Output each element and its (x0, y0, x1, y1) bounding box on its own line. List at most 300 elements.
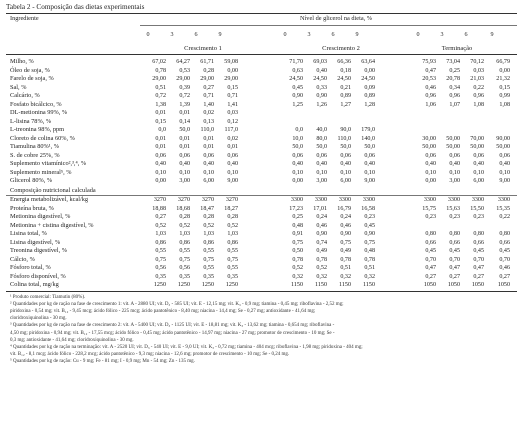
table-cell: 64,27 (176, 59, 190, 65)
table-cell: 0,40 (449, 161, 460, 167)
top-rule (6, 13, 517, 14)
table-cell: 0,40 (292, 161, 303, 167)
table-cell: 1,08 (473, 101, 484, 108)
table-cell: 0,52 (316, 265, 327, 271)
table-cell: 21,32 (496, 76, 510, 82)
table-cell: 9,00 (364, 178, 375, 184)
table-cell: 0,15 (155, 118, 166, 125)
table-cell: 0,80 (425, 231, 436, 237)
table-cell: 29,00 (224, 76, 238, 82)
table-cell: 73,04 (446, 59, 460, 65)
table-cell: 15,35 (496, 205, 510, 212)
table-cell: 17,23 (289, 205, 303, 212)
table-cell: 1,03 (227, 231, 238, 237)
nutrient-row-label: Colina total, mg/kg (10, 281, 59, 288)
table-cell: 1,03 (155, 231, 166, 237)
table-cell: 0,23 (473, 214, 484, 220)
table-cell: 0,14 (179, 118, 190, 125)
table-cell: 0,75 (203, 256, 214, 263)
table-cell: 0,01 (179, 110, 190, 116)
table-cell: 0,23 (364, 214, 375, 220)
table-cell: 0,06 (425, 152, 436, 159)
ingredient-header: Ingrediente (10, 15, 39, 22)
footnote: vit. B₁₂ - 8,1 mcg; ácido fólico - 228,2 mcg; ácido pantotênico - 9,3 mg; niacina - 12,6 mg; promotor de crescimento - 10 mg; Se - 0,24 mg. (10, 352, 290, 358)
table-cell: 0,55 (155, 248, 166, 254)
table-cell: 3300 (290, 197, 303, 203)
table-cell: 59,08 (224, 59, 238, 65)
table-cell: 6,00 (203, 178, 214, 184)
table-cell: 0,63 (292, 67, 303, 74)
nutrient-row-label: Cálcio, % (10, 255, 35, 263)
table-cell: 0,55 (179, 248, 190, 254)
table-cell: 20,53 (422, 76, 436, 82)
phase-crescimento-1: Crescimento 1 (184, 45, 222, 52)
table-cell: 1250 (225, 282, 238, 288)
table-cell: 0,52 (292, 265, 303, 271)
table-cell: 0,28 (179, 214, 190, 220)
ingredient-row-label: Óleo de soja, % (10, 66, 50, 74)
table-cell: 0,10 (155, 169, 166, 176)
table-cell: 0,00 (292, 178, 303, 184)
table-cell: 1,27 (340, 101, 351, 108)
table-cell: 0,91 (292, 231, 303, 237)
nutrient-row-label: Fósforo total, % (10, 264, 51, 271)
table-cell: 0,66 (449, 239, 460, 246)
table-cell: 0,01 (203, 135, 214, 142)
nutrient-section-label: Composição nutricional calculada (10, 186, 96, 194)
table-cell: 0,32 (316, 273, 327, 280)
table-cell: 18,68 (176, 205, 190, 212)
table-cell: 0,40 (316, 161, 327, 167)
footnote: cloridroxiquinolina - 30 mg. (10, 316, 67, 322)
table-cell: 0,45 (425, 248, 436, 254)
table-cell: 0,89 (364, 93, 375, 99)
table-cell: 0,22 (473, 84, 484, 91)
table-cell: 0,01 (227, 144, 238, 150)
table-cell: 0,52 (227, 222, 238, 229)
table-cell: 0,40 (364, 161, 375, 167)
table-cell: 0,96 (425, 93, 436, 99)
table-cell: 1,39 (179, 101, 190, 108)
table-cell: 117,0 (224, 127, 238, 133)
table-cell: 1150 (291, 282, 303, 288)
table-cell: 0,96 (473, 93, 484, 99)
table-cell: 0,90 (316, 93, 327, 99)
table-cell: 0,45 (499, 248, 510, 254)
table-cell: 0,51 (364, 265, 375, 271)
table-cell: 16,79 (337, 205, 351, 212)
table-cell: 0,70 (499, 256, 510, 263)
table-cell: 24,50 (361, 76, 375, 82)
table-cell: 0,06 (155, 152, 166, 159)
table-cell: 6,00 (340, 178, 351, 184)
table-cell: 0,78 (292, 256, 303, 263)
table-cell: 0,90 (340, 231, 351, 237)
table-cell: 0,49 (340, 248, 351, 254)
table-cell: 0,27 (473, 273, 484, 280)
glycerol-level: 3 (307, 32, 311, 38)
table-cell: 0,24 (340, 214, 351, 220)
table-cell: 0,06 (340, 152, 351, 159)
table-cell: 0,70 (473, 256, 484, 263)
glycerol-level-header: Nível de glicerol na dieta, % (300, 15, 373, 22)
table-cell: 0,00 (155, 178, 166, 184)
table-cell: 0,53 (179, 67, 190, 74)
header-subrule (140, 25, 517, 26)
table-cell: 110,0 (337, 135, 351, 142)
ingredient-row-label: DL-metionina 99%, % (10, 109, 68, 116)
nutrient-row-label: Metionina + cistina digestível, % (10, 221, 94, 229)
table-cell: 0,00 (364, 67, 375, 74)
table-cell: 30,00 (422, 135, 436, 142)
table-cell: 1,26 (316, 101, 327, 108)
table-cell: 0,01 (155, 135, 166, 142)
table-cell: 0,96 (449, 93, 460, 99)
footnote: ² Quantidades por kg de ração na fase de crescimento 1: vit. A - 2880 UI; vit. D₃ - 585 UI; vit. E - 12,15 mg; vit. K₃ - 0,9 mg; tiamina - 0,45 mg; riboflavina - 2,52 mg; (10, 301, 344, 307)
table-cell: 50,00 (446, 144, 460, 150)
table-cell: 9,00 (499, 178, 510, 184)
table-cell: 0,40 (340, 161, 351, 167)
table-cell: 6,00 (473, 178, 484, 184)
glycerol-level: 3 (440, 32, 444, 38)
table-cell: 0,06 (292, 152, 303, 159)
table-cell: 50,00 (422, 144, 436, 150)
table-cell: 50,00 (446, 135, 460, 142)
table-cell: 21,03 (470, 76, 484, 82)
table-cell: 3300 (338, 197, 351, 203)
table-cell: 0,23 (449, 214, 460, 220)
table-cell: 63,64 (361, 59, 375, 65)
table-cell: 0,50 (292, 248, 303, 254)
table-cell: 0,01 (155, 110, 166, 116)
table-cell: 0,75 (179, 256, 190, 263)
table-cell: 0,78 (340, 256, 351, 263)
table-cell: 18,88 (152, 205, 166, 212)
table-cell: 0,27 (449, 273, 460, 280)
table-cell: 0,28 (203, 67, 214, 74)
table-cell: 66,36 (337, 59, 351, 65)
table-cell: 1,03 (203, 231, 214, 237)
table-cell: 0,00 (425, 178, 436, 184)
glycerol-level: 9 (218, 32, 222, 38)
table-cell: 0,71 (227, 93, 238, 99)
table-cell: 0,46 (499, 265, 510, 271)
nutrient-row-label: Lisina total, % (10, 230, 47, 237)
table-cell: 110,0 (200, 127, 214, 133)
table-cell: 0,27 (203, 84, 214, 91)
table-cell: 0,45 (473, 248, 484, 254)
table-cell: 0,35 (203, 273, 214, 280)
table-cell: 1250 (201, 282, 214, 288)
nutrient-row-label: Metionina digestível, % (10, 213, 71, 220)
table-cell: 3270 (225, 197, 238, 203)
phase-terminacao: Terminação (441, 45, 473, 52)
table-cell: 1,25 (292, 101, 303, 108)
table-cell: 3300 (447, 197, 460, 203)
table-cell: 0,10 (364, 169, 375, 176)
glycerol-level: 6 (331, 32, 335, 38)
table-cell: 0,15 (499, 84, 510, 91)
table-cell: 0,55 (227, 248, 238, 254)
table-cell: 9,00 (227, 178, 238, 184)
nutrient-row-label: Proteína bruta, % (10, 204, 54, 212)
table-cell: 0,51 (340, 265, 351, 271)
footnote: ⁵ Quantidades por kg de ração: Cu - 9 mg; Fe - 81 mg; I - 0,9 mg; Mn - 54 mg; Zn - 135 mg. (10, 359, 195, 365)
glycerol-level: 0 (283, 32, 287, 38)
table-cell: 0,75 (227, 256, 238, 263)
table-cell: 1,06 (425, 101, 436, 108)
table-cell: 0,56 (155, 265, 166, 271)
ingredient-row-label: S. de cobre 25%, % (10, 151, 60, 159)
table-cell: 0,72 (155, 93, 166, 99)
table-cell: 1,28 (364, 101, 375, 108)
table-cell: 0,71 (203, 93, 214, 99)
table-cell: 0,66 (425, 239, 436, 246)
table-cell: 0,45 (292, 84, 303, 91)
table-cell: 0,78 (364, 256, 375, 263)
table-cell: 0,40 (203, 161, 214, 167)
nutrient-row-label: Fósforo disponível, % (10, 272, 66, 280)
table-cell: 0,45 (364, 222, 375, 229)
table-cell: 1050 (471, 282, 484, 288)
glycerol-level: 0 (416, 32, 420, 38)
table-cell: 0,86 (203, 239, 214, 246)
table-cell: 24,50 (313, 76, 327, 82)
table-cell: 0,32 (340, 273, 351, 280)
table-cell: 50,0 (179, 127, 190, 133)
table-cell: 0,33 (316, 84, 327, 91)
table-cell: 50,0 (292, 144, 303, 150)
table-cell: 0,55 (203, 248, 214, 254)
table-cell: 0,02 (203, 110, 214, 116)
nutrient-row-label: Treonina digestível, % (10, 247, 67, 254)
table-cell: 0,78 (155, 67, 166, 74)
table-cell: 140,0 (361, 135, 375, 142)
table-cell: 0,99 (499, 93, 510, 99)
table-cell: 0,06 (203, 152, 214, 159)
table-cell: 0,90 (364, 231, 375, 237)
table-cell: 0,80 (449, 231, 460, 237)
table-cell: 0,27 (499, 273, 510, 280)
table-cell: 3,00 (179, 178, 190, 184)
table-cell: 16,58 (361, 205, 375, 212)
table-cell: 0,34 (449, 84, 460, 91)
table-cell: 0,40 (227, 161, 238, 167)
table-cell: 1,07 (449, 101, 460, 108)
table-cell: 67,02 (152, 59, 166, 65)
table-cell: 0,55 (203, 265, 214, 271)
table-cell: 24,50 (289, 76, 303, 82)
table-cell: 0,10 (499, 169, 510, 176)
table-cell: 50,00 (496, 144, 510, 150)
table-cell: 0,86 (179, 239, 190, 246)
table-cell: 0,06 (364, 152, 375, 159)
table-cell: 0,66 (499, 239, 510, 246)
table-cell: 0,47 (425, 265, 436, 271)
table-cell: 0,35 (155, 273, 166, 280)
table-cell: 1150 (363, 282, 375, 288)
table-cell: 1050 (423, 282, 436, 288)
table-cell: 0,06 (227, 152, 238, 159)
table-cell: 0,00 (227, 67, 238, 74)
table-cell: 0,13 (203, 118, 214, 125)
table-cell: 0,10 (179, 169, 190, 176)
nutrient-row-label: Lisina digestível, % (10, 238, 61, 246)
table-cell: 70,12 (470, 59, 484, 65)
table-cell: 3300 (471, 197, 484, 203)
table-cell: 0,80 (499, 231, 510, 237)
table-cell: 0,48 (292, 222, 303, 229)
table-cell: 50,00 (470, 144, 484, 150)
ingredient-row-label: Tiamulina 80%¹, % (10, 143, 60, 150)
table-cell: 70,00 (470, 135, 484, 142)
ingredient-row-label: L-treonina 98%, ppm (10, 126, 65, 133)
ingredient-row-label: Farelo de soja, % (10, 75, 54, 82)
ingredient-row-label: Fosfato bicálcico, % (10, 100, 62, 108)
table-cell: 0,46 (425, 84, 436, 91)
table-cell: 0,86 (155, 239, 166, 246)
table-cell: 3270 (201, 197, 214, 203)
table-cell: 3,00 (449, 178, 460, 184)
table-cell: 0,70 (425, 256, 436, 263)
table-cell: 0,47 (473, 265, 484, 271)
table-cell: 0,09 (364, 84, 375, 91)
table-cell: 10,0 (292, 135, 303, 142)
footnote: ³ Quantidades por kg de ração na fase de crescimento 2: vit. A - 5400 UI; vit. D₃ - 1125 UI; vit. E - 18,81 mg; vit. K₃ - 13,62 mg; tiamina - 0,654 mg; riboflavina - (10, 323, 335, 329)
table-cell: 0,52 (155, 222, 166, 229)
table-cell: 1050 (447, 282, 460, 288)
footnote: piridoxina - 0,54 mg; vit. B₁₂ - 9,45 mcg; ácido fólico - 225 mcg; ácido pantotênico - 8,40 mg; niacina - 14,4 mg; Se - 0,27 mg; antioxidante - 41,64 mg; (10, 308, 316, 314)
table-cell: 0,47 (425, 67, 436, 74)
table-cell: 0,06 (316, 152, 327, 159)
table-cell: 0,48 (364, 248, 375, 254)
table-cell: 0,10 (227, 169, 238, 176)
table-cell: 0,46 (316, 222, 327, 229)
table-cell: 3270 (153, 197, 166, 203)
phase-crescimento-2: Crescimento 2 (322, 45, 360, 52)
table-cell: 3300 (314, 197, 327, 203)
table-cell: 15,63 (446, 205, 460, 212)
table-cell: 1050 (497, 282, 510, 288)
ingredient-row-label: Suplemento mineral⁵, % (10, 168, 72, 176)
table-cell: 0,10 (316, 169, 327, 176)
table-cell: 0,32 (364, 273, 375, 280)
table-cell: 15,75 (422, 205, 436, 212)
ingredient-row-label: Glicerol 80%, % (10, 177, 53, 184)
table-cell: 0,32 (292, 273, 303, 280)
glycerol-level: 3 (170, 32, 174, 38)
ingredient-row-label: L-lisina 78%, % (10, 117, 52, 125)
footnote: ⁴ Quantidades por kg de ração na terminação: vit. A - 2520 UI; vit. D₃ - 540 UI; vit. E - 9,0 UI; vit. K₃ - 0,72 mg; tiamina - 404 mcg; riboflavina - 1,98 mg; piridoxina - 404 mg; (10, 344, 363, 350)
table-cell: 0,52 (203, 222, 214, 229)
table-cell: 0,90 (316, 231, 327, 237)
table-cell: 0,86 (227, 239, 238, 246)
table-cell: 0,15 (227, 84, 238, 91)
table-cell: 3,00 (316, 178, 327, 184)
table-cell: 0,40 (499, 161, 510, 167)
table-cell: 0,10 (292, 169, 303, 176)
ingredient-row-label: Milho, % (10, 58, 34, 65)
table-cell: 29,00 (176, 76, 190, 82)
table-cell: 15,50 (470, 205, 484, 212)
table-cell: 0,01 (179, 144, 190, 150)
table-cell: 50,0 (340, 144, 351, 150)
table-cell: 3270 (177, 197, 190, 203)
table-cell: 0,10 (340, 169, 351, 176)
table-cell: 0,23 (425, 214, 436, 220)
table-cell: 0,40 (473, 161, 484, 167)
table-cell: 0,22 (499, 214, 510, 220)
table-cell: 0,10 (449, 169, 460, 176)
table-cell: 0,75 (155, 256, 166, 263)
ingredient-row-label: Sal, % (10, 83, 27, 91)
table-cell: 0,10 (203, 169, 214, 176)
table-cell: 0,25 (449, 67, 460, 74)
table-cell: 0,66 (473, 239, 484, 246)
ingredient-row-label: Suplemento vitamínico²,³,⁴, % (10, 160, 87, 167)
table-cell: 0,24 (316, 214, 327, 220)
table-cell: 0,27 (425, 273, 436, 280)
table-cell: 0,06 (449, 152, 460, 159)
table-cell: 90,0 (340, 127, 351, 133)
table-cell: 0,78 (316, 256, 327, 263)
table-cell: 1,38 (155, 101, 166, 108)
table-cell: 179,0 (361, 127, 375, 133)
table-cell: 0,89 (340, 93, 351, 99)
table-cell: 0,39 (179, 84, 190, 91)
table-cell: 0,28 (203, 214, 214, 220)
table-cell: 1,41 (227, 101, 238, 108)
glycerol-level: 9 (355, 32, 359, 38)
header-bottom-rule (6, 54, 517, 55)
table-cell: 0,03 (227, 110, 238, 116)
table-cell: 0,45 (449, 248, 460, 254)
table-cell: 80,0 (316, 135, 327, 142)
table-cell: 0,40 (425, 161, 436, 167)
table-cell: 0,51 (155, 84, 166, 91)
table-caption: Tabela 2 - Composição das dietas experimentais (6, 3, 145, 11)
table-cell: 24,50 (337, 76, 351, 82)
table-cell: 29,00 (152, 76, 166, 82)
table-cell: 0,46 (340, 222, 351, 229)
table-cell: 0,47 (449, 265, 460, 271)
table-cell: 0,40 (155, 161, 166, 167)
table-cell: 0,10 (425, 169, 436, 176)
table-cell: 66,79 (496, 59, 510, 65)
table-cell: 0,00 (499, 67, 510, 74)
table-cell: 0,56 (179, 265, 190, 271)
glycerol-level: 0 (146, 32, 150, 38)
table-cell: 1250 (177, 282, 190, 288)
table-cell: 0,03 (473, 67, 484, 74)
table-cell: 0,0 (158, 127, 166, 133)
glycerol-level: 9 (490, 32, 494, 38)
table-cell: 0,40 (179, 161, 190, 167)
glycerol-level: 6 (464, 32, 468, 38)
footnote: 0,3 mg; antioxidante - 41,64 mg; cloridroxiquinolina - 30 mg. (10, 337, 134, 343)
table-cell: 3300 (362, 197, 375, 203)
table-cell: 61,71 (200, 59, 214, 65)
table-cell: 0,27 (155, 214, 166, 220)
table-cell: 0,70 (449, 256, 460, 263)
table-cell: 0,75 (292, 239, 303, 246)
table-cell: 0,55 (227, 265, 238, 271)
table-cell: 29,00 (200, 76, 214, 82)
table-cell: 0,0 (295, 127, 303, 133)
table-cell: 0,35 (179, 273, 190, 280)
table-cell: 0,49 (316, 248, 327, 254)
table-cell: 0,01 (179, 135, 190, 142)
